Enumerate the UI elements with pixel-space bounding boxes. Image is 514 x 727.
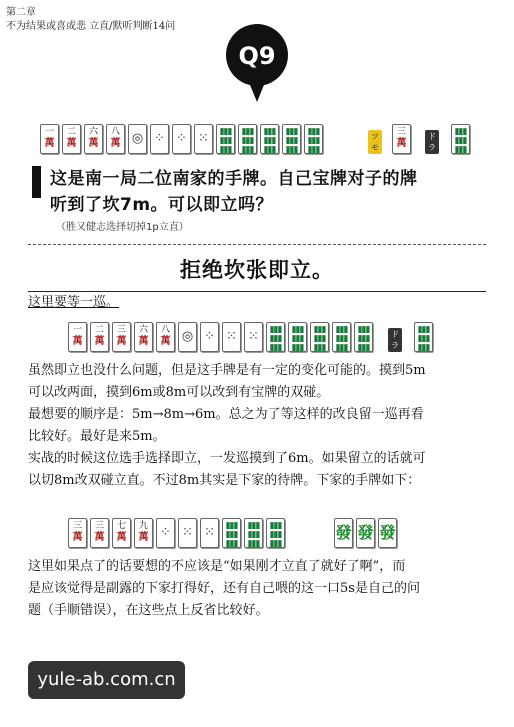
pin-tile: [172, 124, 191, 154]
hatsu-tile-face: 發: [379, 523, 396, 542]
sou-tile-face: ▮▮▮ ▮▮▮ ▮▮▮: [307, 127, 320, 154]
sou-tile-face: ▮▮▮ ▮▮▮ ▮▮▮: [291, 325, 304, 352]
question-badge: [222, 22, 292, 108]
sou-tile-face: ▮▮▮ ▮▮▮ ▮▮▮: [417, 325, 430, 352]
sou-tile: [266, 322, 285, 352]
sou-tile: [238, 124, 257, 154]
sou-tile: [354, 322, 373, 352]
tile-suit: 萬: [94, 532, 105, 543]
man-tile: [68, 518, 87, 548]
sou-tile-face: ▮▮▮ ▮▮▮ ▮▮▮: [241, 127, 254, 154]
pin-tile-face: ⁙: [226, 329, 237, 344]
tile-number: 三: [72, 521, 82, 531]
tile-suit: 萬: [116, 532, 127, 543]
question-marker-bar: [32, 166, 41, 198]
tsumo-label: ツモ: [368, 130, 382, 154]
pin-tile-face: ⁘: [154, 131, 165, 146]
dashed-divider: [28, 244, 486, 245]
sou-tile: [216, 124, 235, 154]
sou-tile-face: ▮▮▮ ▮▮▮ ▮▮▮: [269, 325, 282, 352]
tile-suit: 萬: [116, 336, 127, 347]
tile-suit: 萬: [94, 336, 105, 347]
sou-tile: [222, 518, 241, 548]
tile-number: 六: [138, 325, 148, 335]
wait-line: 这里要等一巡。: [28, 295, 120, 310]
tile-suit: 萬: [88, 138, 99, 149]
pin-tile: [150, 124, 169, 154]
chapter-subtitle: 不为结果或喜或悲 立直/默听判断14问: [6, 21, 176, 32]
sou-tile-face: ▮▮▮ ▮▮▮ ▮▮▮: [285, 127, 298, 154]
hatsu-tile: [378, 518, 397, 548]
sou-tile-face: ▮▮▮ ▮▮▮ ▮▮▮: [219, 127, 232, 154]
hatsu-tile-face: 發: [335, 523, 352, 542]
tile-suit: 萬: [72, 532, 83, 543]
man-tile: [112, 322, 131, 352]
pin-tile: [222, 322, 241, 352]
answer-heading: 拒绝坎张即立。: [180, 257, 334, 282]
pin-tile: [178, 322, 197, 352]
pin-tile-face: ⁘: [204, 329, 215, 344]
tile-number: 八: [110, 127, 120, 137]
body-line: 比较好。最好是来5m。: [28, 429, 166, 444]
badge-label: Q9: [238, 42, 276, 70]
body-line: 这里如果点了的话要想的不应该是“如果刚才立直了就好了啊”，而: [28, 559, 406, 574]
pin-tile-face: ⁙: [198, 131, 209, 146]
tile-suit: 萬: [110, 138, 121, 149]
pin-tile: [156, 518, 175, 548]
man-tile: [134, 518, 153, 548]
man-tile: [84, 124, 103, 154]
sou-tile: [266, 518, 285, 548]
sou-tile: [304, 124, 323, 154]
page-header: [6, 6, 175, 34]
man-tile: [62, 124, 81, 154]
dora-label: ドラ: [388, 328, 402, 352]
body-line: 以切8m改双碰立直。不过8m其实是下家的待牌。下家的手牌如下：: [28, 473, 421, 488]
tile-number: 七: [116, 521, 126, 531]
watermark: yule-ab.com.cn: [28, 661, 185, 699]
dora-label: ドラ: [425, 130, 439, 154]
man-tile: [90, 322, 109, 352]
hatsu-tile: [356, 518, 375, 548]
man-tile: [68, 322, 87, 352]
man-tile: [90, 518, 109, 548]
sou-tile-face: ▮▮▮ ▮▮▮ ▮▮▮: [269, 521, 282, 548]
sou-tile: [282, 124, 301, 154]
sou-tile-face: ▮▮▮ ▮▮▮ ▮▮▮: [357, 325, 370, 352]
pin-tile-face: ⁘: [160, 525, 171, 540]
tile-number: 九: [138, 521, 148, 531]
sou-tile-face: ▮▮▮ ▮▮▮ ▮▮▮: [225, 521, 238, 548]
tile-number: 三: [94, 521, 104, 531]
sou-tile: [451, 124, 470, 154]
man-tile: [112, 518, 131, 548]
body-line: 实战的时候这位选手选择即立，一发巡摸到了6m。如果留立的话就可: [28, 451, 426, 466]
tile-suit: 萬: [72, 336, 83, 347]
man-tile: [156, 322, 175, 352]
tile-number: 三: [116, 325, 126, 335]
sou-tile-face: ▮▮▮ ▮▮▮ ▮▮▮: [263, 127, 276, 154]
man-tile: [40, 124, 59, 154]
sou-tile-face: ▮▮▮ ▮▮▮ ▮▮▮: [313, 325, 326, 352]
sou-tile: [288, 322, 307, 352]
tile-suit: 萬: [44, 138, 55, 149]
pin-tile-face: ⁙: [182, 525, 193, 540]
tile-suit: 萬: [396, 138, 407, 149]
body-line: 可以改两面，摸到6m或8m可以改到有宝牌的双碰。: [28, 385, 330, 400]
badge-shape: [222, 22, 292, 108]
tile-number: 二: [94, 325, 104, 335]
pin-tile-face: ⁙: [204, 525, 215, 540]
body-line: 是应该觉得是副露的下家打得好，还有自己喂的这一口5s是自己的问: [28, 581, 420, 596]
pin-tile: [194, 124, 213, 154]
pin-tile: [200, 322, 219, 352]
man-tile: [106, 124, 125, 154]
tile-number: 六: [88, 127, 98, 137]
tile-number: 一: [72, 325, 82, 335]
body-line: 题（手顺错误），在这些点上反省比较好。: [28, 603, 269, 618]
question-line-1: 这是南一局二位南家的手牌。自己宝牌对子的牌: [50, 169, 418, 189]
tile-number: 三: [396, 127, 406, 137]
chapter-label: 第二章: [6, 7, 36, 18]
sou-tile-face: ▮▮▮ ▮▮▮ ▮▮▮: [454, 127, 467, 154]
man-tile: [392, 124, 411, 154]
man-tile: [134, 322, 153, 352]
tile-number: 二: [66, 127, 76, 137]
sou-tile: [244, 518, 263, 548]
pin-tile: [178, 518, 197, 548]
question-line-2: 听到了坎7m。可以即立吗？: [50, 195, 274, 215]
sou-tile: [310, 322, 329, 352]
tile-suit: 萬: [138, 336, 149, 347]
pin-tile-face: ⁙: [248, 329, 259, 344]
hatsu-tile-face: 發: [357, 523, 374, 542]
pin-tile-face: ⁘: [176, 131, 187, 146]
sou-tile: [260, 124, 279, 154]
sou-tile-face: ▮▮▮ ▮▮▮ ▮▮▮: [247, 521, 260, 548]
hatsu-tile: [334, 518, 353, 548]
tile-suit: 萬: [66, 138, 77, 149]
tile-suit: 萬: [138, 532, 149, 543]
tile-suit: 萬: [160, 336, 171, 347]
sou-tile: [414, 322, 433, 352]
body-line: 最想要的顺序是：5m→8m→6m。总之为了等这样的改良留一巡再看: [28, 407, 424, 422]
sou-tile-face: ▮▮▮ ▮▮▮ ▮▮▮: [335, 325, 348, 352]
pin-tile: [128, 124, 147, 154]
tile-number: 一: [44, 127, 54, 137]
question-note: （胜又健志选择切掉1p立直）: [56, 222, 189, 233]
pin-tile: [244, 322, 263, 352]
tile-number: 八: [160, 325, 170, 335]
body-line: 虽然即立也没什么问题，但是这手牌是有一定的变化可能的。摸到5m: [28, 363, 426, 378]
pin-tile-face: ◎: [181, 329, 194, 344]
pin-tile: [200, 518, 219, 548]
pin-tile-face: ◎: [131, 131, 144, 146]
sou-tile: [332, 322, 351, 352]
